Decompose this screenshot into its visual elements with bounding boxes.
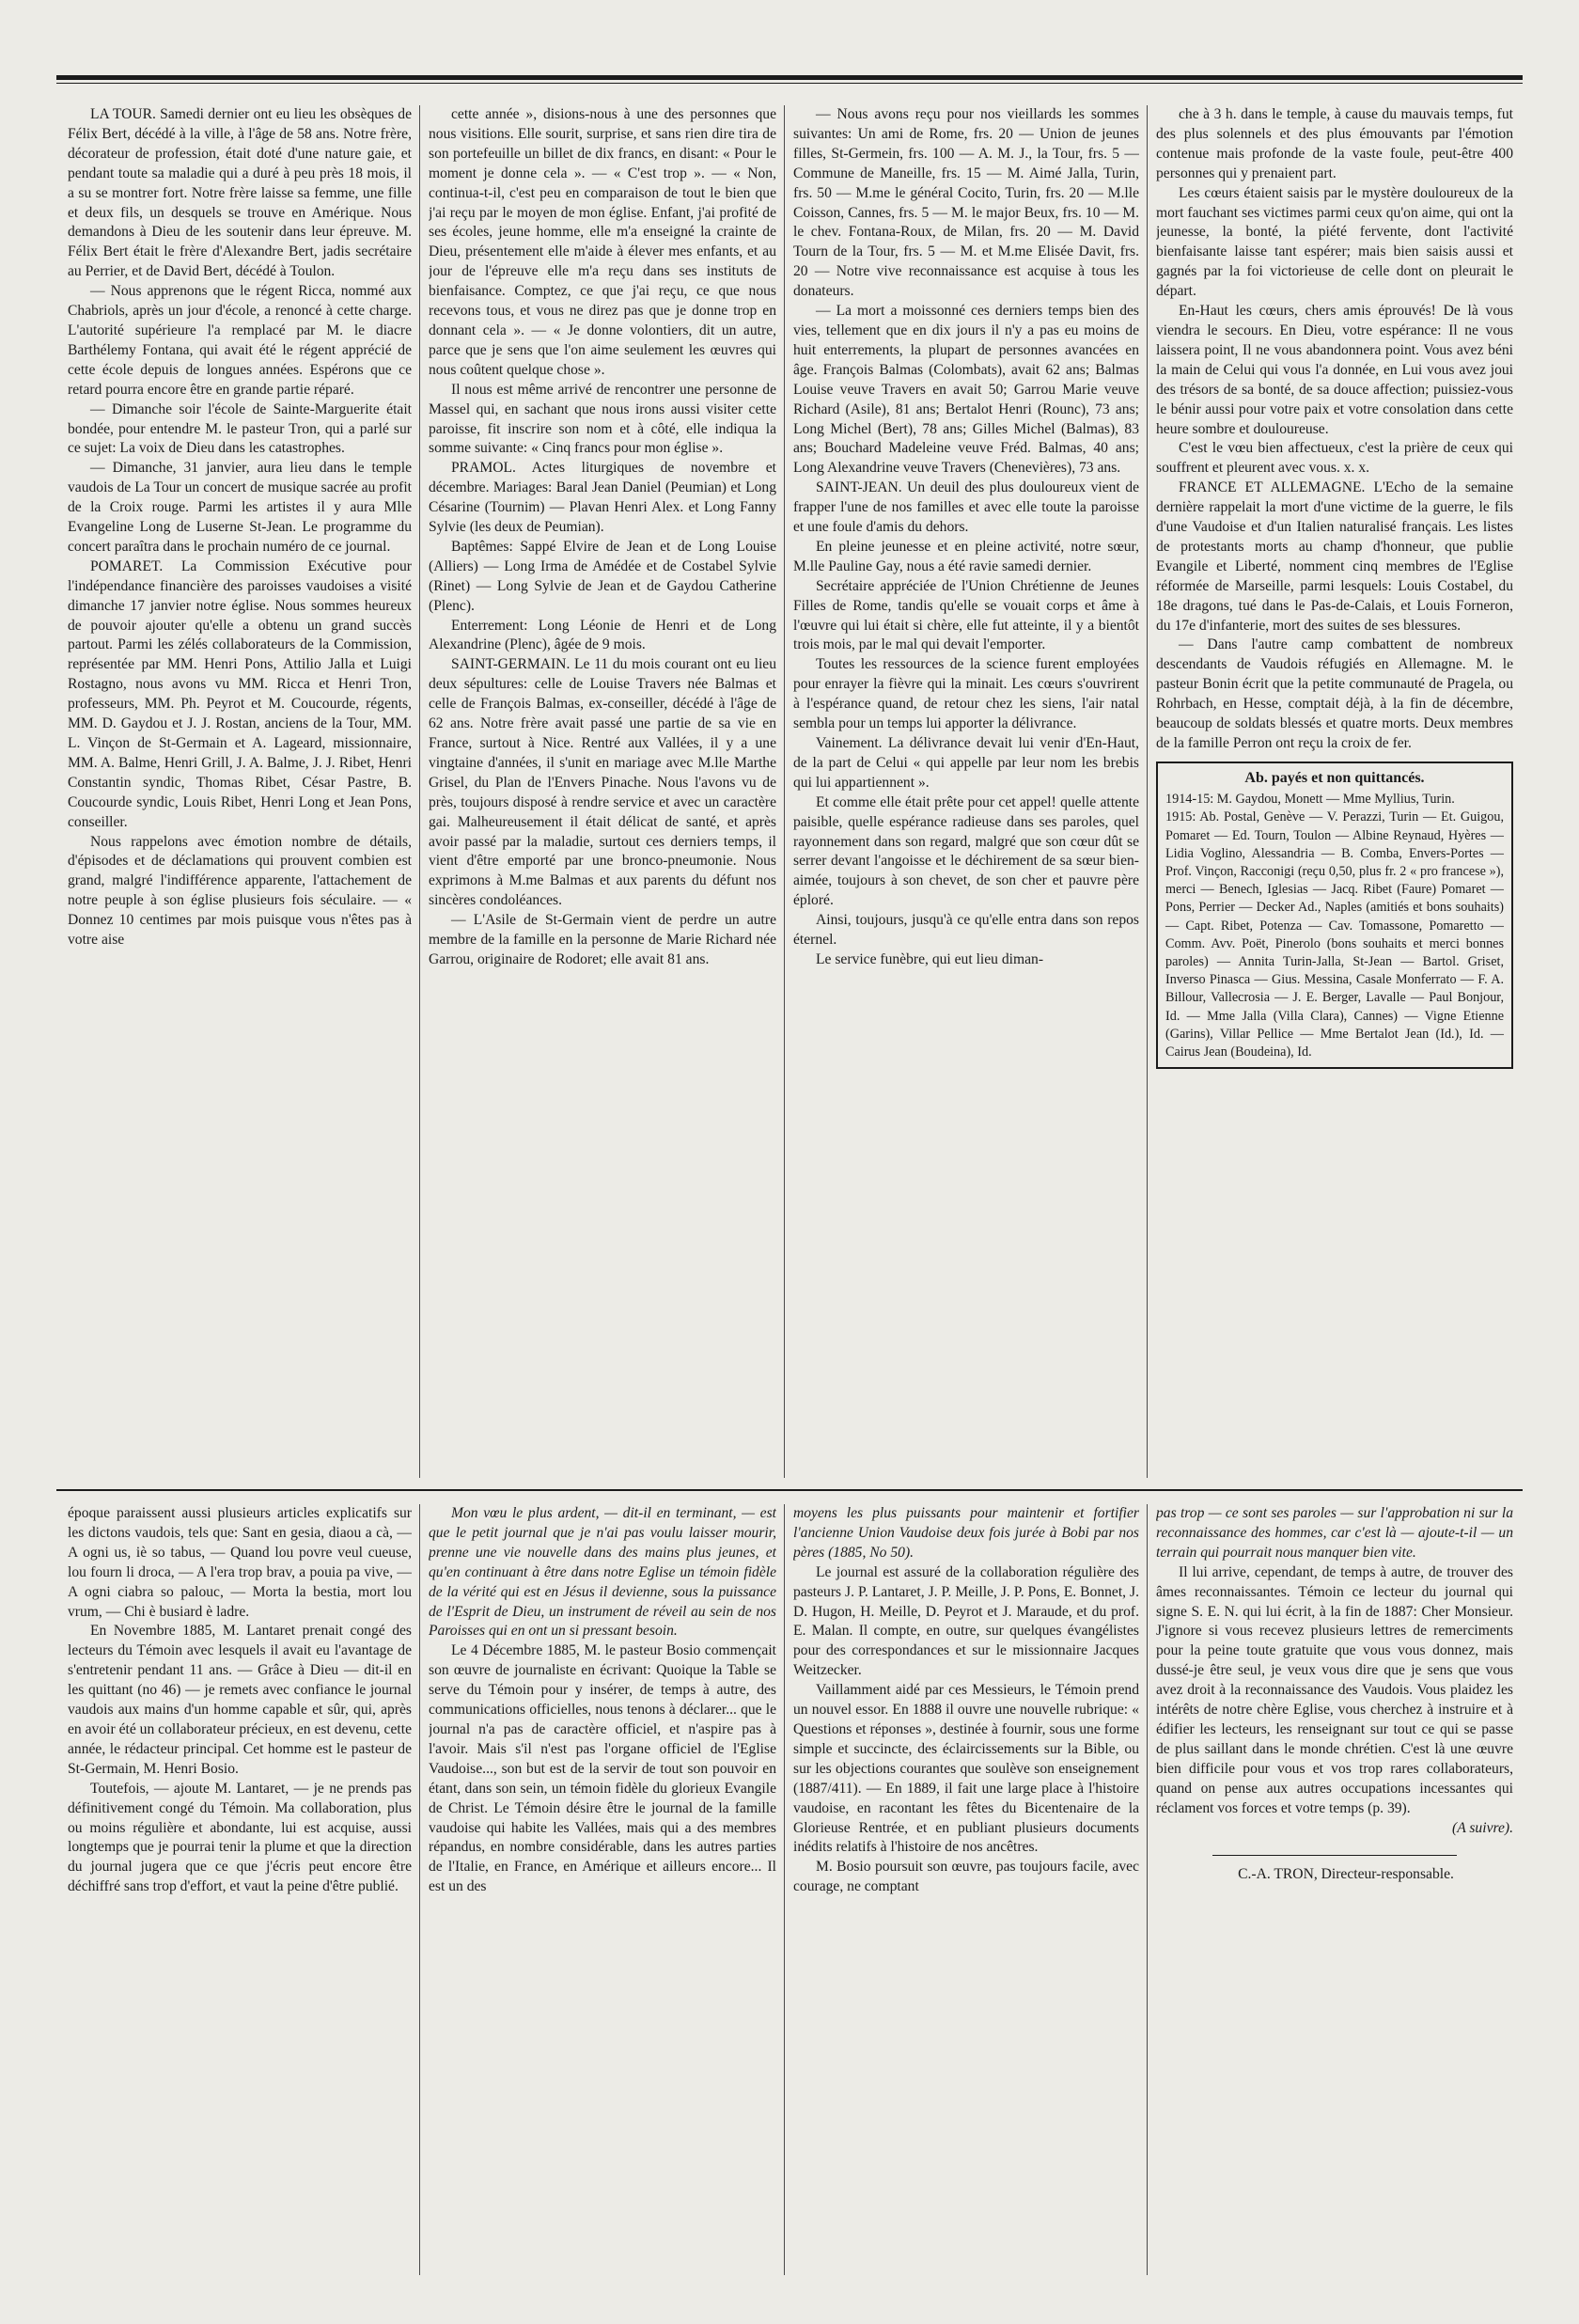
signature: C.-A. TRON, Directeur-responsable. [1238,1866,1454,1883]
paragraph: Le 4 Décembre 1885, M. le pasteur Bosio commençait son œuvre de journaliste en écrivant: Quoique la Table se serve du Témoin pour y insérer, de temps à autre, des communications officielles, nous tenons à déclarer... que le journal n'a pas de caractère officiel, et n'aspire pas à l'avoir. Mais s'il n'est pas l'organe officiel de l'Eglise Vaudoise..., son but est de la servir de tout son pouvoir en étant, dans son sein, un témoin fidèle du glorieux Evangile de Christ. Le Témoin désire être le journal de la famille vaudoise qui habite les Vallées, mais qui a des membres répandus, en nombre considérable, dans les autres parties de l'Italie, en France, en Amérique et ailleurs encore... Il est un des [429,1642,776,1895]
paragraph: Nous rappelons avec émotion nombre de détails, d'épisodes et de déclamations qui prouvent combien est grand, malgré l'indifférence apparente, l'attachement de notre peuple à son église plusieurs fois séculaire. — « Donnez 10 centimes par mois puisque vous n'êtes pas à votre aise [68,833,412,949]
abonnements-title: Ab. payés et non quittancés. [1244,769,1425,786]
paragraph: — Nous apprenons que le régent Ricca, nommé aux Chabriols, après un jour d'école, a renoncé à cette charge. L'autorité supérieure l'a remplacé par M. le diacre Barthélemy Fontana, qui avait été le régent apprécié de cette école depuis de longues années. Espérons que ce retard pourra encore être en grande partie réparé. [68,283,412,398]
paragraph: Toutefois, — ajoute M. Lantaret, — je ne prends pas définitivement congé du Témoin. Ma collaboration, plus ou moins régulière et abondante, lui est acquise, aussi longtemps que je pourrai tenir la plume et que la direction du journal jugera que ce que j'écris peut encore être déchiffré sans trop d'effort, et vaut la peine d'être publié. [68,1780,412,1895]
abonnements-box [1156,762,1513,1069]
column-divider [419,105,420,1478]
bottom-column-3 [793,1504,1139,2275]
paragraph: Vaillamment aidé par ces Messieurs, le Témoin prend un nouvel essor. En 1888 il ouvre une nouvelle rubrique: « Questions et réponses », destinée à fournir, sous une forme simple et succincte, des éclaircissements sur la Bible, ou sur les objections courantes que soulève son enseignement (1887/411). — En 1889, il fait une large place à l'histoire vaudoise, en racontant les fêtes du Bicentenaire de la Glorieuse Rentrée, et en publiant plusieurs documents inédits relatifs à l'histoire de nos ancêtres. [793,1682,1139,1856]
bottom-column-1 [68,1504,412,2275]
paragraph: époque paraissent aussi plusieurs articles explicatifs sur les dictons vaudois, tels que: Sant en gesia, diaou a cà, — A ogni us, iè so tabus, — Quand lou povre veul cueuse, lou fourn li droca, — A l'era trop brav, a pouia pa vive, — A ogni ciabra so palouc, — Morta la bestia, mort lou vrum, — Chi è busiard è ladre. [68,1505,412,1620]
paragraph: — L'Asile de St-Germain vient de perdre un autre membre de la famille en la personne de Marie Richard née Garrou, originaire de Rodoret; elle avait 81 ans. [429,912,776,967]
paragraph: Baptêmes: Sappé Elvire de Jean et de Long Louise (Alliers) — Long Irma de Amédée et de Costabel Sylvie (Rinet) — Long Sylvie de Jean et de Gaydou Catherine (Plenc). [429,538,776,614]
paragraph: cette année », disions-nous à une des personnes que nous visitions. Elle sourit, surprise, et sans rien dire tira de son portefeuille un billet de dix francs, en disant: « Pour le moment je donne cela ». — « C'est trop ». — « Non, continua-t-il, c'est peu en comparaison de tout le bien que j'ai reçu par le moyen de mon église. Enfant, j'ai profité de ses écoles, jeune homme, elle m'a enseigné la crainte de Dieu, présentement elle m'aide à élever mes enfants, et au jour de l'épreuve elle m'a reçu dans ses instituts de bienfaisance. Comptez, ce que j'ai reçu, ce que nous recevons tous, et vous ne direz pas que je donne trop en donnant cela ». — « Je donne volontiers, dit un autre, parce que je sens que l'on aime seulement les œuvres qui nous coûtent quelque chose ». [429,106,776,378]
paragraph: moyens les plus puissants pour maintenir et fortifier l'ancienne Union Vaudoise deux fois jurée à Bobi par nos pères (1885, No 50). [793,1505,1139,1561]
paragraph: — La mort a moissonné ces derniers temps bien des vies, tellement que en dix jours il n'y a pas eu moins de huit enterrements, la plupart de personnes avancées en âge. François Balmas (Colombats), avait 62 ans; Balmas Louise veuve Travers en avait 50; Garrou Marie veuve Richard (Asile), 81 ans; Bertalot Henri (Rounc), 73 ans; Long Michel (Bert), 78 ans; Gilles Michel (Balmas), 83 ans; Bouchard Madeleine veuve Fréd. Balmas, 40 ans; Long Alexandrine veuve Travers (Chenevières), 73 ans. [793,303,1139,477]
paragraph: 1915: Ab. Postal, Genève — V. Perazzi, Turin — Et. Guigou, Pomaret — Ed. Tourn, Toulon — Albine Reynaud, Hyères — Lidia Voglino, Alessandria — B. Comba, Envers-Portes — Prof. Vinçon, Racconigi (reçu 0,50, plus fr. 2 « pro francese »), merci — Benech, Iglesias — Jacq. Ribet (Faure) Pomaret — Pons, Perrier — Decker Ad., Naples (amitiés et bons souhaits) — Capt. Ribet, Potenza — Cav. Tomassone, Pomaretto — Comm. Avv. Poët, Pinerolo (bons souhaits et merci bonnes paroles) — Annita Turin-Jalla, St-Jean — Bartol. Griset, Inverso Pinasca — Gius. Messina, Casale Monferrato — F. A. Billour, Vallecrosia — J. E. Berger, Lavalle — Paul Bonjour, Id. — Mme Jalla (Villa Clara), Cannes) — Vigne Etienne (Garins), Villar Pellice — Mme Bertalot Jean (Id.), Id. — Cairus Jean (Boudeina), Id. [1165,809,1504,1060]
signature-rule [1212,1855,1457,1856]
paragraph: Il lui arrive, cependant, de temps à autre, de trouver des âmes reconnaissantes. Témoin ce lecteur du journal qui signe S. E. N. qui lui écrit, à la fin de 1887: Cher Monsieur. J'ignore si vous recevez plusieurs lettres de remerciments pour la peine toute gratuite que vous vous donnez, mais dussé-je être seul, je veux vous dire que je sens que vous avez droit à la reconnaissance des Vaudois. Vous plaidez les intérêts de notre chère Eglise, vous cherchez à instruire et à édifier les lecteurs, les renseignant sur tout ce qui se passe de plus saillant dans le monde chrétien. C'est là une œuvre bien difficile pour vous et vos trop rares collaborateurs, quand on pense aux autres occupations incessantes qui réclament vos forces et votre temps (p. 39). [1156,1563,1513,1816]
top-column-1 [68,105,412,1478]
paragraph: Le service funèbre, qui eut lieu diman- [816,950,1044,967]
section-rule [56,1489,1523,1491]
top-column-2 [429,105,776,1478]
paragraph: En pleine jeunesse et en pleine activité, notre sœur, M.lle Pauline Gay, nous a été ravie samedi dernier. [793,538,1139,574]
paragraph: M. Bosio poursuit son œuvre, pas toujours facile, avec courage, ne comptant [793,1859,1139,1895]
paragraph: pas trop — ce sont ses paroles — sur l'approbation ni sur la reconnaissance des hommes, car c'est là — ajoute-t-il — un terrain qui pourrait nous manquer bien vite. [1156,1505,1513,1561]
paragraph: Et comme elle était prête pour cet appel! quelle attente paisible, quelle espérance radieuse dans ses paroles, quel rayonnement dans son regard, malgré que son cœur dût se serrer devant l'angoisse et le déchirement de sa sœur bien-aimée, toujours à son chevet, de son cher et pauvre père éploré. [793,793,1139,909]
paragraph: — Dimanche, 31 janvier, aura lieu dans le temple vaudois de La Tour un concert de musique sacrée au profit de la Croix rouge. Parmi les artistes il y aura Mlle Evangeline Long de Luserne St-Jean. Le programme du concert paraîtra dans le prochain numéro de ce journal. [68,460,412,555]
paragraph: — Dimanche soir l'école de Sainte-Marguerite était bondée, pour entendre M. le pasteur Tron, qui a parlé sur ce sujet: La voix de Dieu dans les catastrophes. [68,400,412,457]
paragraph: Secrétaire appréciée de l'Union Chrétienne de Jeunes Filles de Rome, tandis qu'elle se vouait corps et âme à l'œuvre qui lui était si chère, elle fut atteinte, il y a bientôt trois mois, par le mal qui devait l'emporter. [793,577,1139,653]
top-column-3 [793,105,1139,1478]
column-divider [784,1504,785,2275]
paragraph: En-Haut les cœurs, chers amis éprouvés! De là vous viendra le secours. En Dieu, votre espérance: Il ne vous laissera point, Il ne vous abandonnera point. Vous avez béni la main de Celui qui vous l'a donnée, en Lui vous avez joui des trésors de sa bonté, de sa douce affection; puissiez-vous le bénir aussi pour votre paix et votre consolation dans cette heure sombre et douloureuse. [1156,303,1513,437]
paragraph: Enterrement: Long Léonie de Henri et de Long Alexandrine (Plenc), âgée de 9 mois. [429,617,776,653]
header-rule-thin [56,83,1523,84]
a-suivre: (A suivre). [1452,1819,1513,1836]
paragraph: che à 3 h. dans le temple, à cause du mauvais temps, fut des plus solennels et des plus émouvants par l'émotion contenue mais profonde de la vaste foule, peut-être 400 personnes qui y prenaient part. [1156,106,1513,181]
paragraph: FRANCE ET ALLEMAGNE. L'Echo de la semaine dernière rappelait la mort d'une victime de la guerre, le fils d'une Vaudoise et d'un Italien naturalisé français. Les listes de protestants morts au champ d'honneur, que publie Evangile et Liberté, nomment cinq membres de l'Eglise réformée de Marseille, parmi lesquels: Louis Costabel, du 18e dragons, tué dans le Pas-de-Calais, et Louis Forneron, du 17e d'infanterie, mort des suites de ses blessures. [1156,479,1513,634]
paragraph: Ainsi, toujours, jusqu'à ce qu'elle entra dans son repos éternel. [793,912,1139,949]
top-column-4 [1156,105,1513,1478]
paragraph: Toutes les ressources de la science furent employées pour enrayer la fièvre qui la minait. Les cœurs s'ouvrirent à l'espérance quand, de retour chez les siens, l'air natal sembla pour un temps lui apporter la délivrance. [793,656,1139,732]
paragraph: C'est le vœu bien affectueux, c'est la prière de ceux qui souffrent et pleurent avec vous. x. x. [1156,440,1513,477]
paragraph: Le journal est assuré de la collaboration régulière des pasteurs J. P. Lantaret, J. P. Meille, J. P. Pons, E. Bonnet, J. D. Hugon, H. Meille, D. Peyrot et J. Maraude, et du prof. E. Malan. Il compte, en outre, sur quelques évangélistes pour des correspondances et sur le missionnaire Jacques Weitzecker. [793,1563,1139,1679]
paragraph: SAINT-GERMAIN. Le 11 du mois courant ont eu lieu deux sépultures: celle de Louise Travers née Balmas et celle de François Balmas, ex-conseiller, décédé à l'âge de 62 ans. Notre frère avait passé une partie de sa vie en France, surtout à Nice. Rentré aux Vallées, il y a une vingtaine d'années, il s'unit en mariage avec M.lle Marthe Grisel, du Plan de l'Envers Pinache. Nous l'avons vu de près, toujours disposé à rendre service et avec un caractère gai. Malheureusement il était délicat de santé, et après avoir passé par la maladie, surtout ces derniers temps, il vient d'être emporté par une bronco-pneumonie. Nous exprimons à M.me Balmas et aux parents du défunt nos sincères condoléances. [429,656,776,909]
column-divider [784,105,785,1478]
paragraph: LA TOUR. Samedi dernier ont eu lieu les obsèques de Félix Bert, décédé à la ville, à l'âge de 58 ans. Notre frère, décorateur de profession, était doté d'une nature gaie, et pendant toute sa maladie qui a duré à peu près 18 mois, il a su se montrer fort. Notre frère laisse sa femme, une fille et deux fils, un desquels se trouve en Amérique. Nous demandons à Dieu de les soutenir dans leur épreuve. M. Félix Bert était le frère d'Alexandre Bert, jadis secrétaire au Perrier, et de David Bert, décédé à Toulon. [68,106,412,280]
paragraph: PRAMOL. Actes liturgiques de novembre et décembre. Mariages: Baral Jean Daniel (Peumian) et Long Césarine (Tournim) — Plavan Henri Alex. et Long Fanny Sylvie (les deux de Peumian). [429,460,776,536]
paragraph: POMARET. La Commission Exécutive pour l'indépendance financière des paroisses vaudoises a visité dimanche 17 janvier notre église. Nous sommes heureux de pouvoir ajouter qu'elle a obtenu un grand succès partout. Parmi les zélés collaborateurs de la Commission, représentée par MM. Henri Pons, Attilio Jalla et Luigi Rostagno, nous avons vu MM. Ricca et Henri Tron, professeurs, MM. Ph. Peyrot et M. Coucourde, régents, MM. D. Gaydou et J. J. Rostan, anciens de la Tour, MM. L. Vinçon de St-Germain et A. Lageard, missionnaire, MM. A. Balme, Henri Grill, J. A. Balme, J. J. Ribet, Henri Constantin syndic, Thomas Ribet, César Pastre, B. Coucourde syndic, Louis Ribet, Henri Long et Jean Pons, conseiller. [68,557,412,830]
paragraph: Les cœurs étaient saisis par le mystère douloureux de la mort fauchant ses victimes parmi ceux qu'on aime, qui ont la jeunesse, la bonté, la piété fervente, dont l'activité bienfaisante laisse tant espérer; mais bien saisis aussi et gagnés par la foi victorieuse de celle dont on pleurait le départ. [1156,184,1513,300]
paragraph: — Dans l'autre camp combattent de nombreux descendants de Vaudois réfugiés en Allemagne. M. le pasteur Bonin écrit que la petite communauté de Pragela, ou Rohrbach, en Hesse, comptait déjà, à la fin de décembre, beaucoup de soldats blessés et quatre morts. Deux membres de la famille Perron ont reçu la croix de fer. [1156,636,1513,751]
column-divider [1147,105,1148,1478]
column-divider [1147,1504,1148,2275]
paragraph: Vainement. La délivrance devait lui venir d'En-Haut, de la part de Celui « qui appelle par leur nom les brebis qui lui appartiennent ». [793,735,1139,791]
bottom-column-4 [1156,1504,1513,2275]
paragraph: 1914-15: M. Gaydou, Monett — Mme Myllius, Turin. [1165,792,1455,808]
paragraph: En Novembre 1885, M. Lantaret prenait congé des lecteurs du Témoin avec lesquels il avait eu l'avantage de s'entretenir pendant 11 ans. — Grâce à Dieu — dit-il en les quittant (no 46) — je remets avec confiance le journal vaudois aux mains d'un homme capable et sûr, qui, après en avoir été un collaborateur précieux, en est devenu, cette année, le rédacteur principal. Cet homme est le pasteur de St-Germain, M. Henri Bosio. [68,1623,412,1777]
paragraph: — Nous avons reçu pour nos vieillards les sommes suivantes: Un ami de Rome, frs. 20 — Union de jeunes filles, St-Germein, frs. 100 — A. M. J., la Tour, frs. 5 — Commune de Maneille, frs. 15 — M. Aimé Jalla, Turin, frs. 50 — M.me le général Cocito, Turin, frs. 20 — M.lle Coisson, Cannes, frs. 5 — M. le major Beux, frs. 10 — M. le chev. Fontana-Roux, de Milan, frs. 20 — M. David Tourn de la Tour, frs. 5 — M. et M.me Elisée Davit, frs. 20 — Notre vive reconnaissance est acquise à tous les donateurs. [793,106,1139,300]
paragraph: SAINT-JEAN. Un deuil des plus douloureux vient de frapper l'une de nos familles et avec elle toute la paroisse et une foule d'amis du dehors. [793,479,1139,536]
bottom-column-2 [429,1504,776,2275]
paragraph: Il nous est même arrivé de rencontrer une personne de Massel qui, en sachant que nous irons aussi visiter cette paroisse, fit inscrire son nom et à côté, elle indiqua la somme suivante: « Cinq francs pour mon église ». [429,381,776,457]
column-divider [419,1504,420,2275]
header-rule [56,75,1523,80]
paragraph: Mon vœu le plus ardent, — dit-il en terminant, — est que le petit journal que je n'ai pas voulu laisser mourir, prenne une vie nouvelle dans des mains plus jeunes, et qu'en continuant à être dans notre Eglise un témoin fidèle de la vérité qui est en Jésus il devienne, sous la puissance de l'Esprit de Dieu, un instrument de réveil au sein de nos Paroisses qui en ont un si pressant besoin. [429,1505,776,1640]
